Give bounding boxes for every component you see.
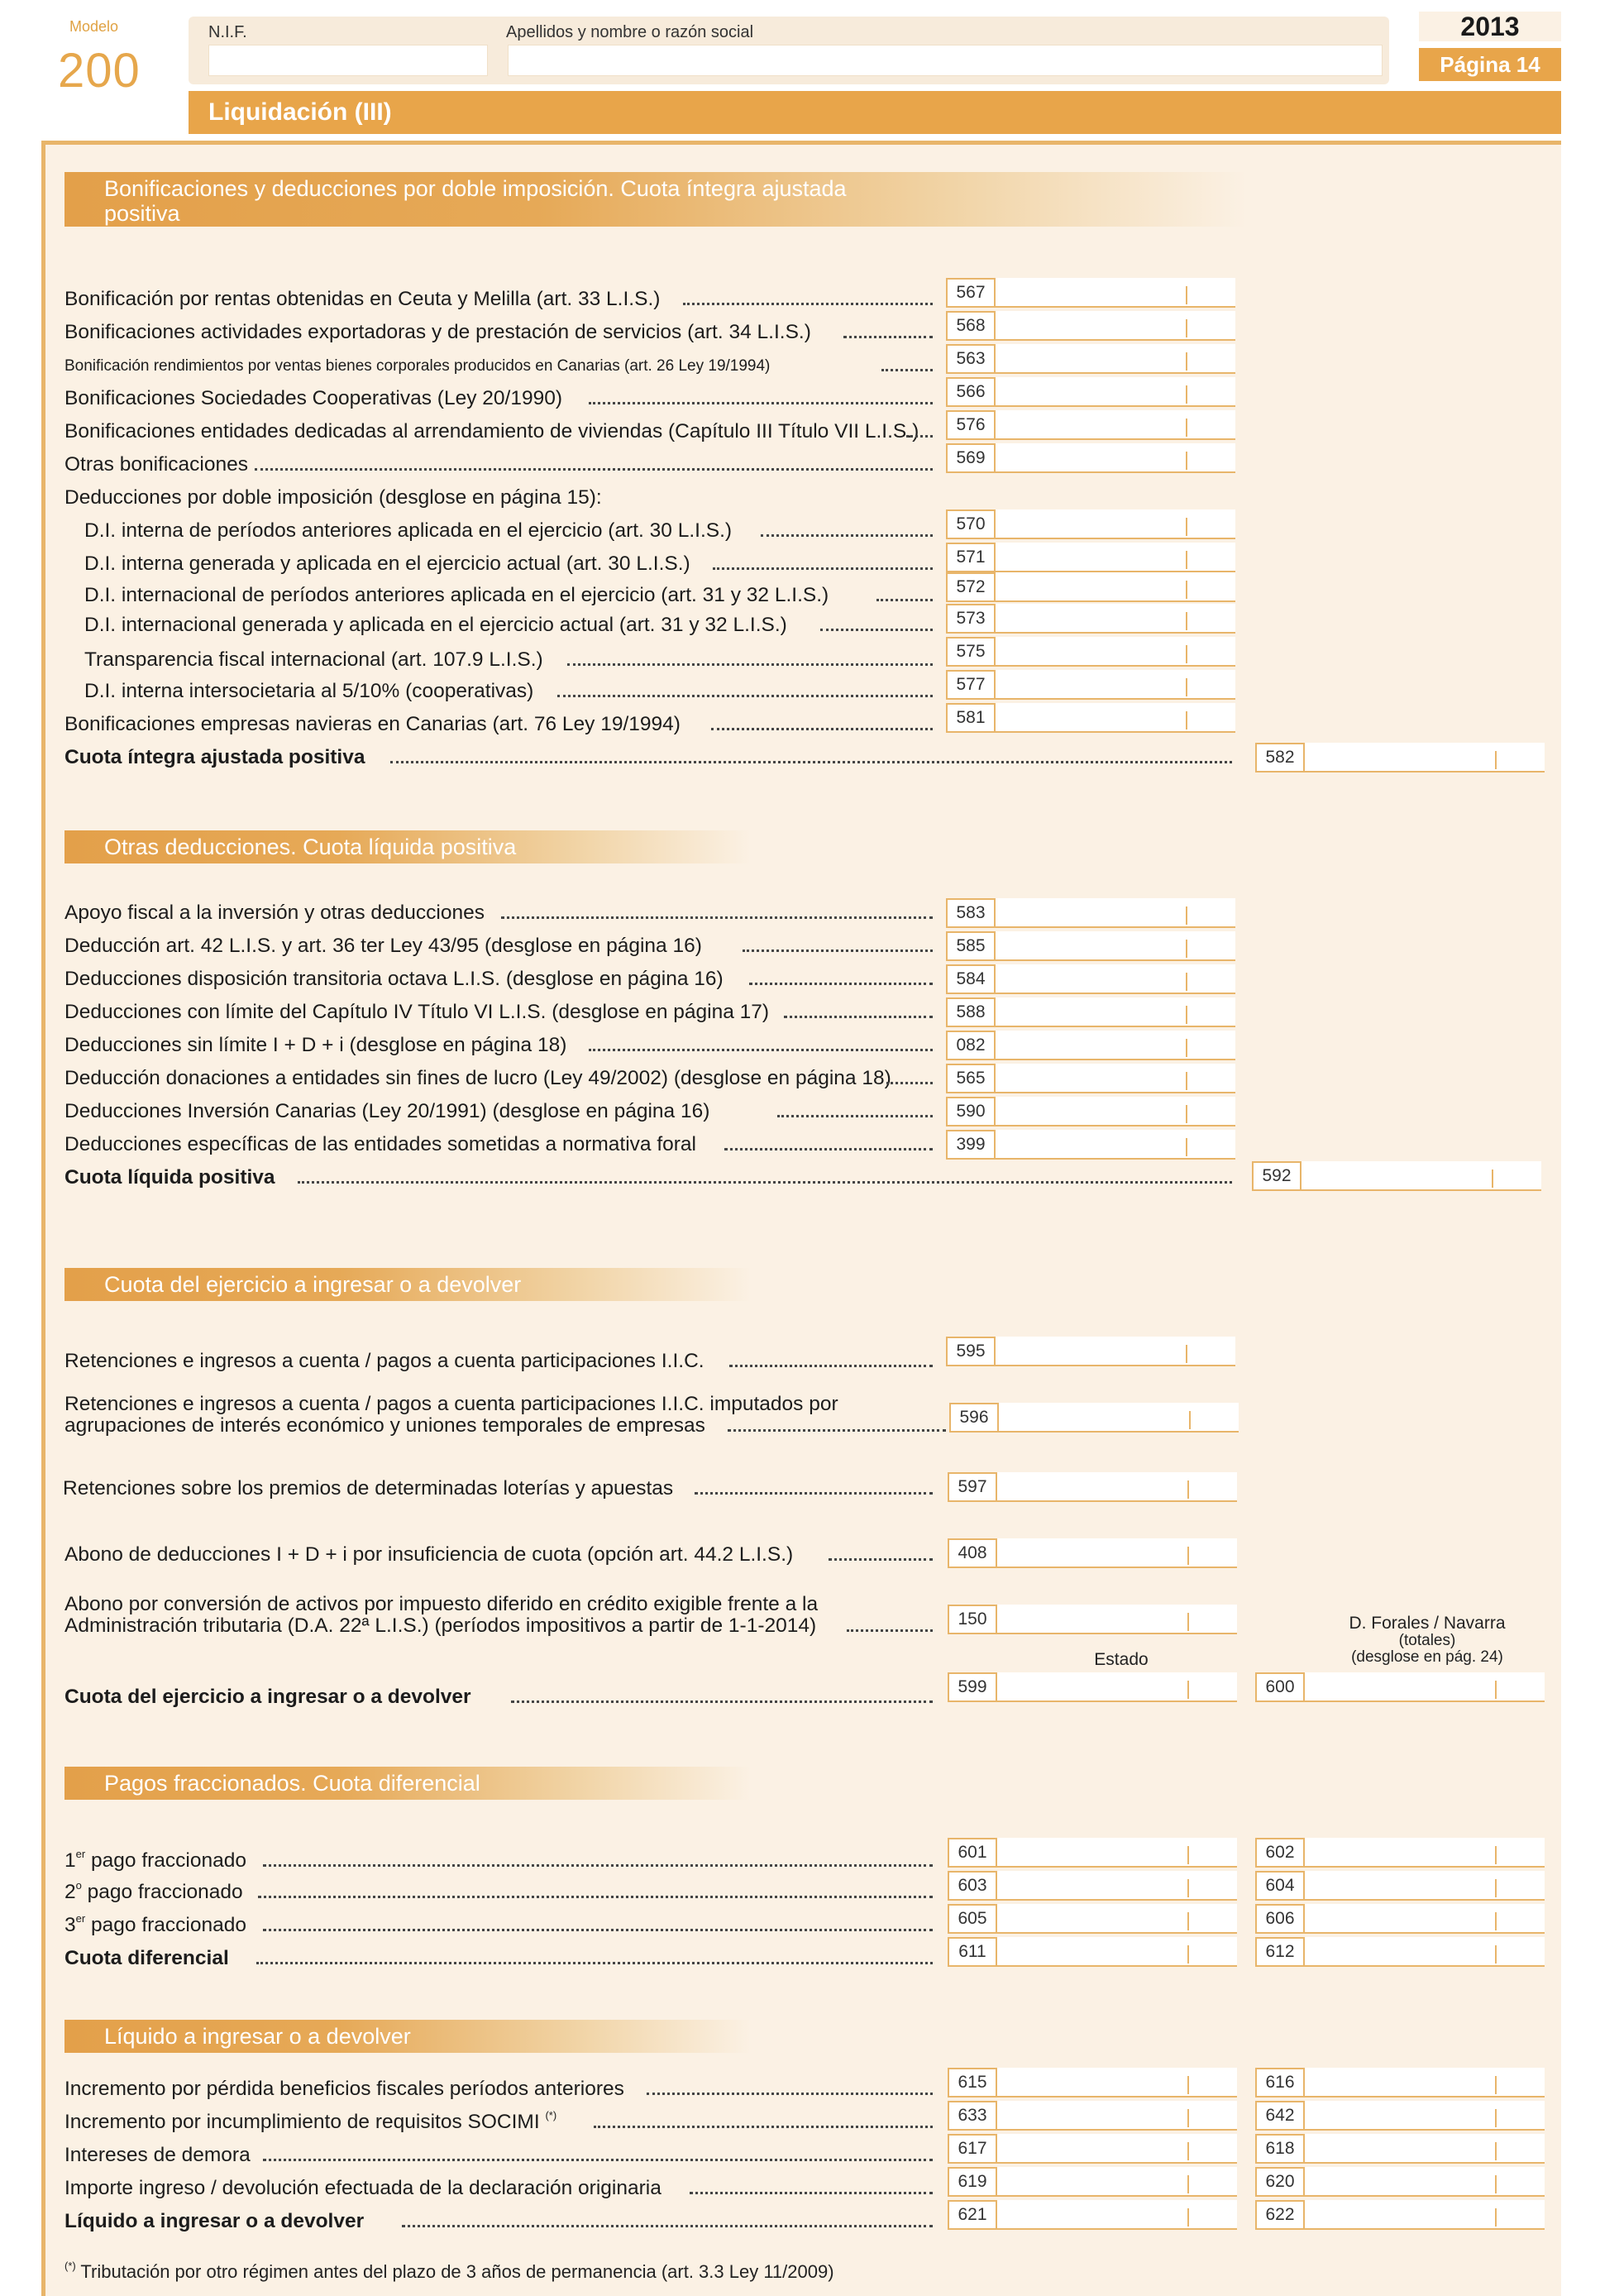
label-150-line2: Administración tributaria (D.A. 22ª L.I.S.) (períodos impositivos a partir de 1-1-2014) (64, 1614, 817, 1637)
code-585: 585 (946, 931, 996, 961)
code-572: 572 (946, 572, 996, 602)
leader-dots (594, 2126, 933, 2128)
field-592[interactable] (1252, 1161, 1541, 1191)
code-567: 567 (946, 278, 996, 308)
label-563: Bonificación rendimientos por ventas bienes corporales producidos en Canarias (art. 26 Ley 19/1994) (64, 357, 771, 375)
code-611: 611 (948, 1937, 997, 1967)
section-liquido-title: Líquido a ingresar o a devolver (104, 2024, 411, 2049)
apellidos-field[interactable] (508, 45, 1383, 76)
code-621: 621 (948, 2200, 997, 2230)
label-595: Retenciones e ingresos a cuenta / pagos a cuenta participaciones I.I.C. (64, 1350, 704, 1372)
code-571: 571 (946, 543, 996, 572)
field-606[interactable] (1255, 1904, 1545, 1934)
field-563[interactable] (946, 344, 1235, 374)
field-570[interactable] (946, 509, 1235, 539)
field-576[interactable] (946, 410, 1235, 440)
code-605: 605 (948, 1904, 997, 1934)
field-597[interactable] (948, 1472, 1237, 1502)
code-612: 612 (1255, 1937, 1305, 1967)
field-590[interactable] (946, 1097, 1235, 1126)
label-597: Retenciones sobre los premios de determinadas loterías y apuestas (63, 1477, 674, 1500)
field-575[interactable] (946, 637, 1235, 667)
column-label-forales (1295, 1614, 1559, 1666)
footnote (64, 2261, 834, 2283)
leader-dots (876, 599, 933, 601)
section-pagos-title: Pagos fraccionados. Cuota diferencial (104, 1771, 480, 1796)
field-603[interactable] (948, 1871, 1237, 1901)
field-399[interactable] (946, 1130, 1235, 1160)
leader-dots (298, 1181, 1232, 1184)
leader-dots (695, 1492, 933, 1495)
section-otras-title: Otras deducciones. Cuota líquida positiva (104, 835, 517, 859)
field-622[interactable] (1255, 2200, 1545, 2230)
field-565[interactable] (946, 1064, 1235, 1093)
label-572: D.I. internacional de períodos anteriores aplicada en el ejercicio (art. 31 y 32 L.I.S.) (84, 584, 829, 606)
section-liquido (64, 2020, 751, 2053)
field-605[interactable] (948, 1904, 1237, 1934)
label-596-line1: Retenciones e ingresos a cuenta / pagos a cuenta participaciones I.I.C. imputados por (64, 1393, 838, 1415)
field-611[interactable] (948, 1937, 1237, 1967)
field-599[interactable] (948, 1672, 1237, 1702)
field-601[interactable] (948, 1838, 1237, 1868)
label-592: Cuota líquida positiva (64, 1166, 275, 1189)
field-582[interactable] (1255, 743, 1545, 773)
code-616: 616 (1255, 2068, 1305, 2097)
label-576: Bonificaciones entidades dedicadas al arrendamiento de viviendas (Capítulo III Título VII L.I.S.) (64, 420, 919, 442)
label-568: Bonificaciones actividades exportadoras y de prestación de servicios (art. 34 L.I.S.) (64, 321, 811, 343)
label-583: Apoyo fiscal a la inversión y otras deducciones (64, 902, 485, 924)
leader-dots (711, 728, 933, 730)
code-603: 603 (948, 1871, 997, 1901)
leader-dots (829, 1558, 933, 1561)
code-575: 575 (946, 637, 996, 667)
column-label-forales-line1: D. Forales / Navarra (1349, 1614, 1506, 1633)
leader-dots (390, 761, 1232, 763)
code-620: 620 (1255, 2167, 1305, 2197)
code-596: 596 (949, 1403, 999, 1433)
code-600: 600 (1255, 1672, 1305, 1702)
apellidos-label: Apellidos y nombre o razón social (506, 23, 754, 41)
section-pagos (64, 1767, 751, 1800)
label-408: Abono de deducciones I + D + i por insuficiencia de cuota (opción art. 44.2 L.I.S.) (64, 1543, 794, 1566)
label-585: Deducción art. 42 L.I.S. y art. 36 ter Ley 43/95 (desglose en página 16) (64, 935, 702, 957)
field-572[interactable] (946, 572, 1235, 602)
code-604: 604 (1255, 1871, 1305, 1901)
field-615[interactable] (948, 2068, 1237, 2097)
field-569[interactable] (946, 443, 1235, 473)
code-565: 565 (946, 1064, 996, 1093)
column-label-forales-line3: (desglose en pág. 24) (1351, 1648, 1503, 1666)
label-566: Bonificaciones Sociedades Cooperativas (Ley 20/1990) (64, 387, 562, 409)
field-596[interactable] (949, 1403, 1239, 1433)
leader-dots (263, 1864, 933, 1867)
field-600[interactable] (1255, 1672, 1545, 1702)
code-592: 592 (1252, 1161, 1301, 1191)
field-602[interactable] (1255, 1838, 1545, 1868)
label-611: Cuota diferencial (64, 1947, 229, 1969)
modelo-number: 200 (58, 44, 141, 98)
modelo-label: Modelo (69, 18, 119, 35)
leader-dots (728, 1429, 946, 1432)
code-577: 577 (946, 670, 996, 700)
section-otras (64, 830, 751, 863)
field-566[interactable] (946, 377, 1235, 407)
leader-dots (589, 402, 933, 404)
leader-dots (647, 2093, 933, 2095)
label-615: Incremento por pérdida beneficios fiscales períodos anteriores (64, 2078, 624, 2100)
footnote-mark: (*) (64, 2260, 76, 2272)
leader-dots (567, 663, 933, 666)
code-602: 602 (1255, 1838, 1305, 1868)
leader-dots (881, 369, 933, 371)
leader-dots (501, 916, 933, 919)
field-082[interactable] (946, 1031, 1235, 1060)
code-597: 597 (948, 1472, 997, 1502)
code-595: 595 (946, 1337, 996, 1366)
code-150: 150 (948, 1605, 997, 1634)
code-576: 576 (946, 410, 996, 440)
field-616[interactable] (1255, 2068, 1545, 2097)
section-bonificaciones-title: Bonificaciones y deducciones por doble imposición. Cuota íntegra ajustada positiva (104, 176, 847, 226)
field-584[interactable] (946, 964, 1235, 994)
code-082: 082 (946, 1031, 996, 1060)
section-bonificaciones (64, 172, 1247, 227)
field-571[interactable] (946, 543, 1235, 572)
leader-dots (263, 1929, 933, 1931)
label-pago-2: 2$^o$ pago fraccionado (64, 1879, 243, 1903)
code-619: 619 (948, 2167, 997, 2197)
leader-dots (749, 983, 933, 985)
label-584: Deducciones disposición transitoria octava L.I.S. (desglose en página 16) (64, 968, 724, 990)
nif-label: N.I.F. (208, 23, 247, 41)
field-604[interactable] (1255, 1871, 1545, 1901)
code-642: 642 (1255, 2101, 1305, 2131)
field-150[interactable] (948, 1605, 1237, 1634)
label-619: Importe ingreso / devolución efectuada de la declaración originaria (64, 2177, 661, 2199)
code-584: 584 (946, 964, 996, 994)
leader-dots (847, 1629, 933, 1632)
page-badge: Página 14 (1419, 48, 1561, 81)
leader-dots (713, 567, 933, 570)
label-399: Deducciones específicas de las entidades sometidas a normativa foral (64, 1133, 696, 1155)
section-cuota-ejercicio-title: Cuota del ejercicio a ingresar o a devolver (104, 1272, 522, 1297)
label-599: Cuota del ejercicio a ingresar o a devolver (64, 1686, 471, 1708)
label-596-line2: agrupaciones de interés económico y uniones temporales de empresas (64, 1414, 705, 1437)
field-408[interactable] (948, 1538, 1237, 1568)
leader-dots (724, 1148, 933, 1150)
code-569: 569 (946, 443, 996, 473)
year-badge: 2013 (1419, 12, 1561, 41)
field-567[interactable] (946, 278, 1235, 308)
field-573[interactable] (946, 604, 1235, 634)
field-612[interactable] (1255, 1937, 1545, 1967)
label-621: Líquido a ingresar o a devolver (64, 2210, 365, 2232)
code-599: 599 (948, 1672, 997, 1702)
leader-dots (761, 534, 933, 537)
label-588: Deducciones con límite del Capítulo IV Título VI L.I.S. (desglose en página 17) (64, 1001, 770, 1023)
leader-dots (258, 1896, 933, 1898)
leader-dots (906, 435, 933, 438)
leader-dots (511, 1700, 933, 1703)
field-581[interactable] (946, 703, 1235, 733)
code-622: 622 (1255, 2200, 1305, 2230)
leader-dots (402, 2225, 933, 2227)
label-pago-3: 3er pago fraccionado (64, 1912, 246, 1936)
label-567: Bonificación por rentas obtenidas en Ceuta y Melilla (art. 33 L.I.S.) (64, 288, 661, 310)
field-588[interactable] (946, 997, 1235, 1027)
label-617: Intereses de demora (64, 2144, 251, 2166)
field-568[interactable] (946, 311, 1235, 341)
code-606: 606 (1255, 1904, 1305, 1934)
column-label-estado: Estado (1094, 1650, 1149, 1669)
code-566: 566 (946, 377, 996, 407)
label-577: D.I. interna intersocietaria al 5/10% (cooperativas) (84, 680, 534, 702)
field-577[interactable] (946, 670, 1235, 700)
code-570: 570 (946, 509, 996, 539)
code-581: 581 (946, 703, 996, 733)
code-590: 590 (946, 1097, 996, 1126)
leader-dots (743, 949, 933, 952)
code-573: 573 (946, 604, 996, 634)
field-620[interactable] (1255, 2167, 1545, 2197)
page-title: Liquidación (III) (189, 91, 1561, 134)
leader-dots (557, 695, 933, 697)
code-615: 615 (948, 2068, 997, 2097)
code-618: 618 (1255, 2134, 1305, 2164)
field-617[interactable] (948, 2134, 1237, 2164)
form-body (41, 141, 1561, 2296)
leader-dots (690, 2192, 933, 2194)
leader-dots (784, 1016, 933, 1018)
code-601: 601 (948, 1838, 997, 1868)
code-408: 408 (948, 1538, 997, 1568)
leader-dots (256, 1962, 933, 1964)
code-563: 563 (946, 344, 996, 374)
field-585[interactable] (946, 931, 1235, 961)
label-pago-1: 1er pago fraccionado (64, 1848, 246, 1872)
field-633[interactable] (948, 2101, 1237, 2131)
leader-dots (589, 1049, 933, 1051)
field-618[interactable] (1255, 2134, 1545, 2164)
label-573: D.I. internacional generada y aplicada en el ejercicio actual (art. 31 y 32 L.I.S.) (84, 614, 787, 636)
label-590: Deducciones Inversión Canarias (Ley 20/1991) (desglose en página 16) (64, 1100, 710, 1122)
label-565: Deducción donaciones a entidades sin fines de lucro (Ley 49/2002) (desglose en página 18) (64, 1067, 891, 1089)
label-570: D.I. interna de períodos anteriores aplicada en el ejercicio (art. 30 L.I.S.) (84, 519, 733, 542)
section-cuota-ejercicio (64, 1268, 751, 1301)
leader-dots (263, 2159, 933, 2161)
code-617: 617 (948, 2134, 997, 2164)
field-583[interactable] (946, 898, 1235, 928)
leader-dots (729, 1365, 933, 1367)
field-595[interactable] (946, 1337, 1235, 1366)
label-082: Deducciones sin límite I + D + i (desglose en página 18) (64, 1034, 567, 1056)
code-568: 568 (946, 311, 996, 341)
nif-field[interactable] (208, 45, 488, 76)
column-label-forales-line2: (totales) (1398, 1632, 1456, 1649)
code-583: 583 (946, 898, 996, 928)
leader-dots (886, 1082, 933, 1084)
label-deducciones-header: Deducciones por doble imposición (desglose en página 15): (64, 486, 602, 509)
leader-dots (255, 468, 933, 471)
code-399: 399 (946, 1130, 996, 1160)
field-621[interactable] (948, 2200, 1237, 2230)
label-571: D.I. interna generada y aplicada en el ejercicio actual (art. 30 L.I.S.) (84, 552, 690, 575)
field-642[interactable] (1255, 2101, 1545, 2131)
leader-dots (683, 303, 933, 305)
field-619[interactable] (948, 2167, 1237, 2197)
leader-dots (820, 629, 933, 631)
label-575: Transparencia fiscal internacional (art. 107.9 L.I.S.) (84, 648, 543, 671)
label-633: Incremento por incumplimiento de requisitos SOCIMI (*) (64, 2109, 557, 2133)
label-581: Bonificaciones empresas navieras en Canarias (art. 76 Ley 19/1994) (64, 713, 681, 735)
label-150-line1: Abono por conversión de activos por impuesto diferido en crédito exigible frente a la (64, 1593, 819, 1615)
footnote-text: Tributación por otro régimen antes del plazo de 3 años de permanencia (art. 3.3 Ley 11/2009) (75, 2261, 834, 2282)
leader-dots (777, 1115, 933, 1117)
label-582: Cuota íntegra ajustada positiva (64, 746, 365, 768)
code-633: 633 (948, 2101, 997, 2131)
label-569: Otras bonificaciones (64, 453, 248, 476)
code-582: 582 (1255, 743, 1305, 773)
code-588: 588 (946, 997, 996, 1027)
leader-dots (843, 336, 933, 338)
